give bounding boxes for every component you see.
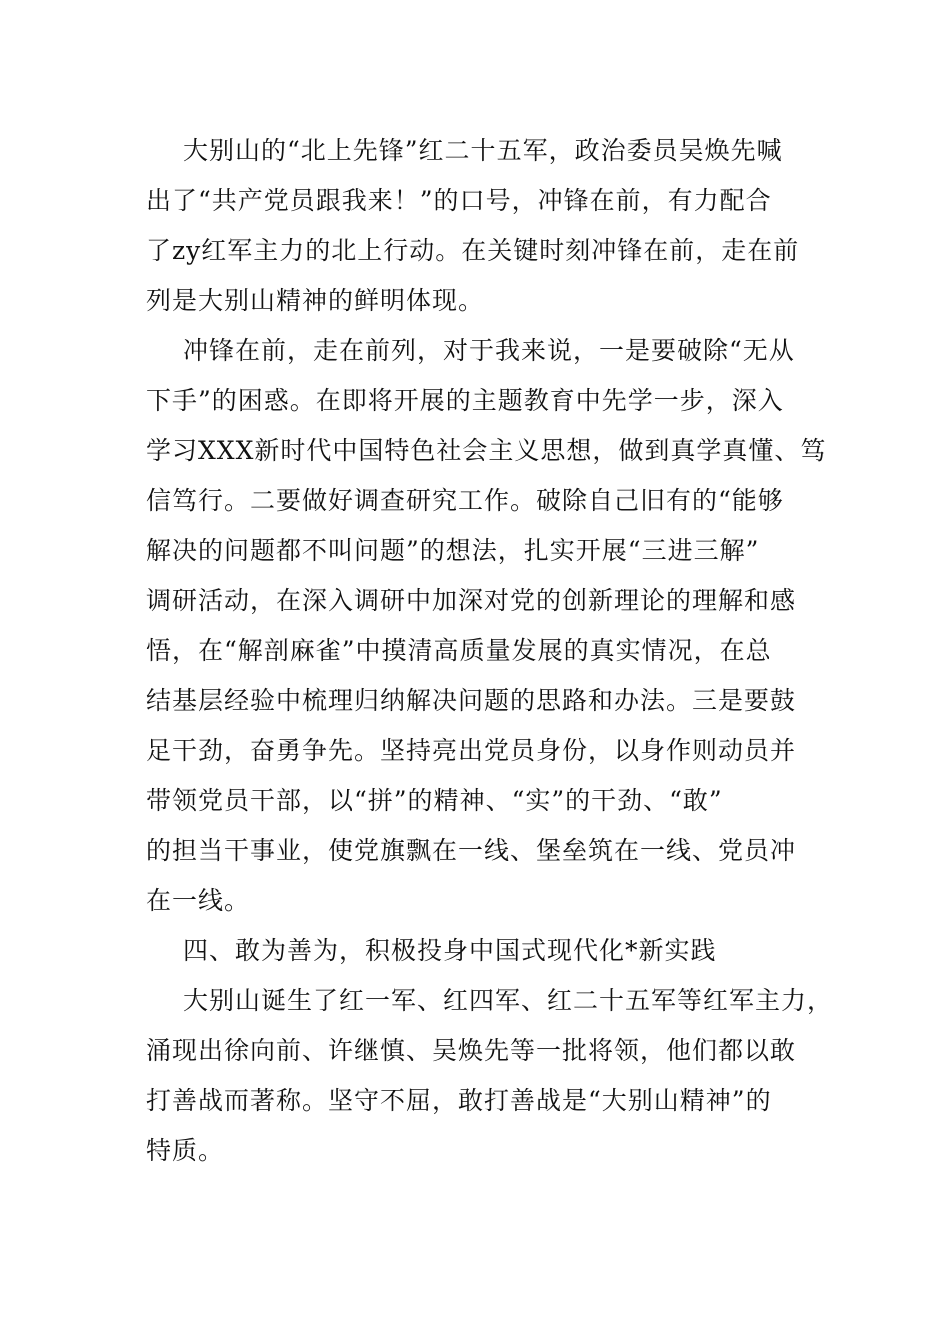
- text-line: 在一线。: [146, 886, 251, 915]
- text-line: 信笃行。二要做好调查研究工作。破除自己旧有的“能够: [146, 486, 784, 515]
- text-line: 调研活动，在深入调研中加深对党的创新理论的理解和感: [146, 586, 797, 615]
- text-line: 列是大别山精神的鲜明体现。: [146, 286, 485, 315]
- text-line: 带领党员干部，以“拼”的精神、“实”的干劲、“敢”: [146, 786, 723, 815]
- text-line: 打善战而著称。坚守不屈，敢打善战是“大别山精神”的: [146, 1086, 772, 1115]
- heading-line: 四、敢为善为，积极投身中国式现代化*新实践: [183, 936, 717, 965]
- text-line: 解决的问题都不叫问题”的想法，扎实开展“三进三解”: [146, 536, 760, 565]
- text-line: 结基层经验中梳理归纳解决问题的思路和办法。三是要鼓: [146, 686, 797, 715]
- section-heading: [146, 926, 826, 976]
- text-line: 出了“共产党员跟我来！”的口号，冲锋在前，有力配合: [146, 186, 772, 215]
- text-line: 了zy红军主力的北上行动。在关键时刻冲锋在前，走在前: [146, 236, 800, 265]
- text-line: 足干劲，奋勇争先。坚持亮出党员身份，以身作则动员并: [146, 736, 797, 765]
- paragraph-3: [146, 976, 834, 1176]
- text-line: 大别山的“北上先锋”红二十五军，政治委员吴焕先喊: [183, 136, 783, 165]
- document-body: [146, 126, 834, 1176]
- paragraph-1: [146, 126, 826, 326]
- text-line: 大别山诞生了红一军、红四军、红二十五军等红军主力，: [183, 986, 834, 1015]
- text-line: 冲锋在前，走在前列，对于我来说，一是要破除“无从: [183, 336, 795, 365]
- text-line: 下手”的困惑。在即将开展的主题教育中先学一步，深入: [146, 386, 784, 415]
- text-line: 悟，在“解剖麻雀”中摸清高质量发展的真实情况，在总: [146, 636, 772, 665]
- paragraph-2: [146, 326, 826, 926]
- text-line: 涌现出徐向前、许继慎、吴焕先等一批将领，他们都以敢: [146, 1036, 797, 1065]
- text-line: 的担当干事业，使党旗飘在一线、堡垒筑在一线、党员冲: [146, 836, 797, 865]
- text-line: 学习XXX新时代中国特色社会主义思想，做到真学真懂、笃: [146, 436, 827, 465]
- text-line: 特质。: [146, 1136, 225, 1165]
